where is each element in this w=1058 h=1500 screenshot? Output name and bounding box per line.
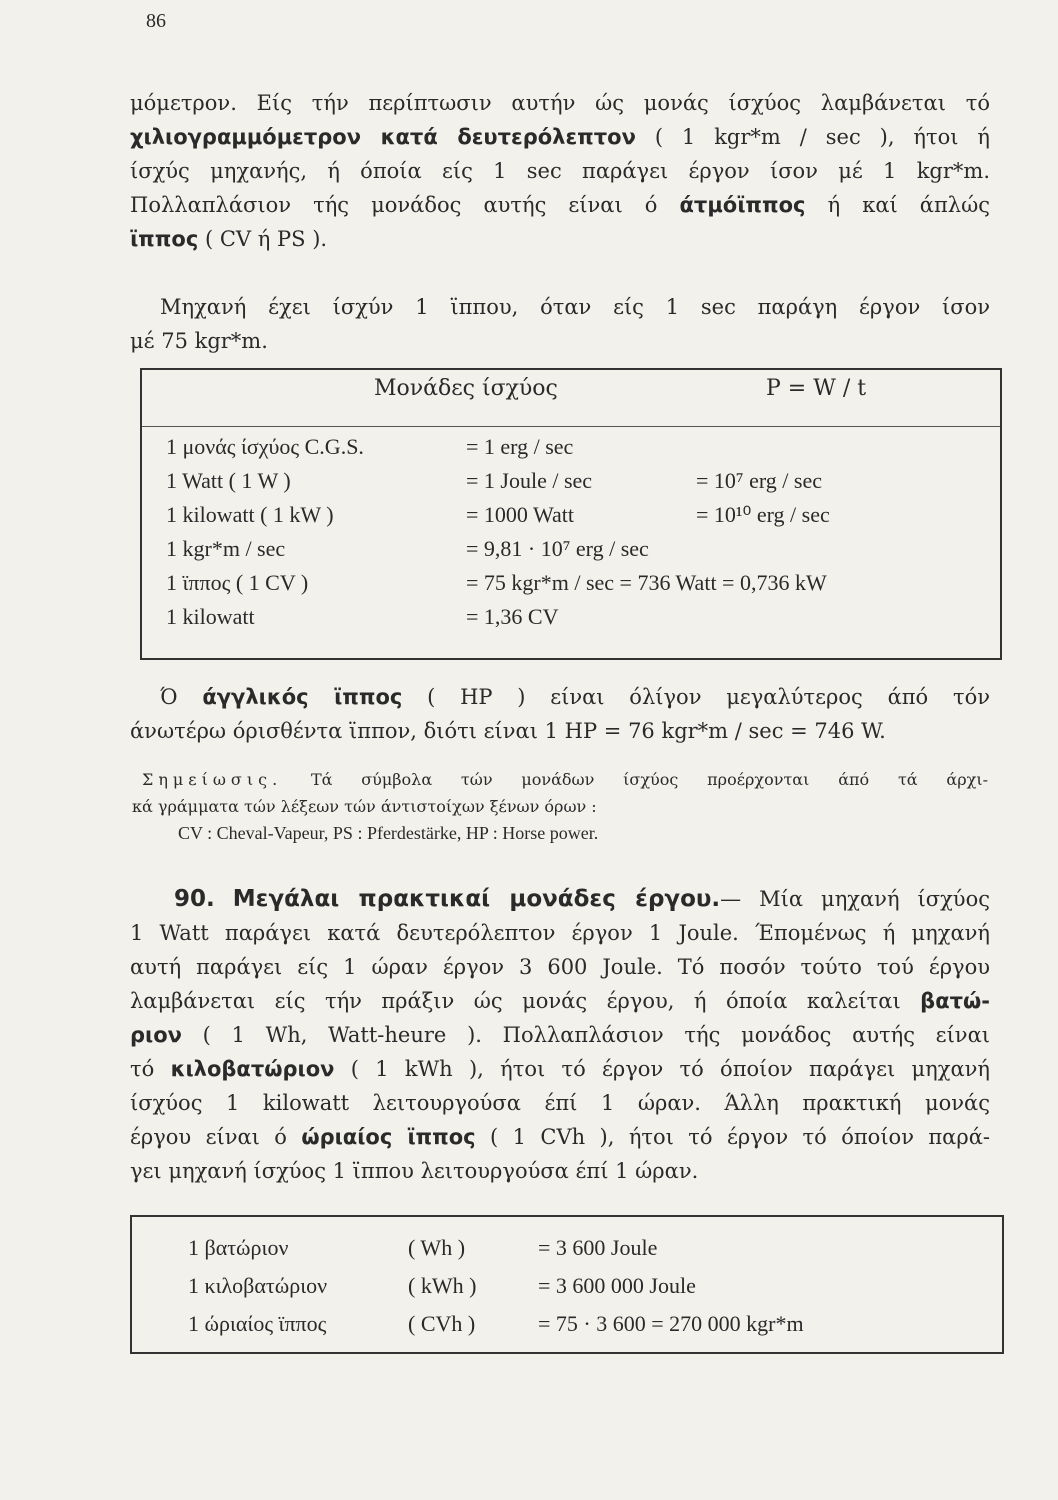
text-line: μέ 75 kgr*m. (130, 329, 268, 353)
text-line: ίσχύς μηχανής, ή όποία είς 1 sec παράγει έργον ίσον μέ 1 kgr*m. (130, 159, 990, 183)
table-title: Μονάδες ίσχύος (374, 376, 558, 401)
section-number: 90. (174, 886, 215, 912)
text-line (130, 188, 990, 222)
text-line: CV : Cheval-Vapeur, PS : Pferdestärke, HP : Horse power. (178, 823, 599, 843)
text-line (130, 1052, 990, 1086)
text-line: ίσχύος 1 kilowatt λειτουργούσα έπί 1 ώραν. Άλλη πρακτική μονάς (130, 1091, 990, 1115)
text-span: λαμβάνεται είς τήν πράξιν ώς μονάς έργου, ή όποία καλείται (130, 989, 901, 1013)
text-span: ( 1 kWh ), ήτοι τό έργον τό όποίον παράγει μηχανή (350, 1057, 990, 1081)
cell-value: = 75 · 3 600 = 270 000 kgr*m (538, 1311, 804, 1336)
text-line: 1 Watt παράγει κατά δευτερόλεπτον έργον 1 Joule. Έπομένως ή μηχανή (130, 921, 990, 945)
text-span: ( HP ) είναι όλίγον μεγαλύτερος άπό τόν (427, 685, 990, 709)
text-line: αυτή παράγει είς 1 ώραν έργον 3 600 Joule. Τό ποσόν τούτο τού έργου (130, 955, 990, 979)
text-span: ( 1 Wh, Watt-heure ). Πολλαπλάσιον τής μονάδος αυτής είναι (202, 1023, 990, 1047)
cell-unit: 1 kgr*m / sec (166, 536, 286, 561)
note-block (132, 766, 988, 847)
cell-symbol: ( Wh ) (408, 1235, 466, 1260)
text-line: κά γράμματα τών λέξεων τών άντιστοίχων ξένων όρων : (132, 797, 597, 816)
work-units-table-box (130, 1215, 1004, 1354)
text-line (132, 766, 988, 793)
bold-term: ϊππος (130, 227, 199, 251)
cell-equiv (696, 430, 830, 464)
cell-symbol: ( CVh ) (408, 1311, 476, 1336)
cell-unit: 1 μονάς ίσχύος C.G.S. (166, 434, 364, 459)
table-row (166, 430, 830, 464)
cell-unit: 1 βατώριον (188, 1235, 289, 1260)
work-units-table (188, 1229, 804, 1343)
bold-term: κιλοβατώριον (170, 1057, 335, 1081)
section-heading-line (130, 882, 990, 916)
cell-value: = 1 erg / sec (466, 434, 574, 459)
formula: P = W / t (766, 376, 867, 401)
cell-value: = 1 Joule / sec (466, 468, 593, 493)
text-line (130, 1120, 990, 1154)
text-span: έργου είναι ό (130, 1125, 287, 1149)
cell-value: = 75 kgr*m / sec = 736 Watt = 0,736 kW (466, 570, 827, 595)
text-span: Τά σύμβολα τών μονάδων ίσχύος προέρχονται άπό τά άρχι- (310, 770, 988, 789)
text-span: Πολλαπλάσιον τής μονάδος αυτής είναι ό (130, 193, 658, 217)
paragraph-power-unit (130, 86, 990, 256)
text-line (130, 1018, 990, 1052)
text-span: — Μία μηχανή ίσχύος (720, 887, 990, 911)
paragraph-english-horse (130, 680, 990, 748)
cell-value: = 3 600 000 Joule (538, 1273, 696, 1298)
cell-unit: 1 Watt ( 1 W ) (166, 468, 291, 493)
paragraph-horsepower (130, 290, 990, 358)
text-line (130, 222, 990, 256)
cell-unit: 1 κιλοβατώριον (188, 1273, 328, 1298)
table-header (142, 376, 1000, 410)
text-span: ( 1 CVh ), ήτοι τό έργον τό όποίον παρά- (490, 1125, 990, 1149)
bold-term: ώριαίος ϊππος (301, 1125, 476, 1149)
page-number: 86 (146, 10, 166, 32)
cell-unit: 1 kilowatt (166, 604, 255, 629)
text-line: μόμετρον. Είς τήν περίπτωσιν αυτήν ώς μονάς ίσχύος λαμβάνεται τό (130, 91, 990, 115)
table-row (188, 1267, 804, 1305)
text-line: γει μηχανή ίσχύος 1 ϊππου λειτουργούσα έπί 1 ώραν. (130, 1159, 699, 1183)
text-line (130, 120, 990, 154)
text-span: ( 1 kgr*m / sec ), ήτοι ή (654, 125, 990, 149)
bold-term: βατώ- (920, 989, 990, 1013)
bold-term: άτμόϊππος (679, 193, 806, 217)
bold-term: άγγλικός ϊππος (202, 685, 403, 709)
power-units-table (166, 430, 830, 634)
cell-value: = 1000 Watt (466, 502, 575, 527)
table-row (166, 464, 830, 498)
cell-value: = 1,36 CV (466, 604, 559, 629)
power-units-table-box (140, 368, 1002, 660)
table-row (188, 1305, 804, 1343)
bold-term: ριον (130, 1023, 182, 1047)
cell-equiv: = 10⁷ erg / sec (696, 468, 822, 493)
note-label: Σημείωσις. (142, 770, 283, 789)
text-line (130, 680, 990, 714)
cell-unit: 1 ώριαίος ϊππος (188, 1311, 327, 1336)
text-span: τό (130, 1057, 155, 1081)
cell-value: = 3 600 Joule (538, 1235, 658, 1260)
header-rule (142, 426, 1000, 427)
cell-equiv: = 10¹⁰ erg / sec (696, 502, 830, 527)
cell-value: = 9,81 · 10⁷ erg / sec (466, 536, 649, 561)
text-line (130, 984, 990, 1018)
section-90 (130, 882, 990, 1188)
bold-term: χιλιογραμμόμετρον κατά δευτερόλεπτον (130, 125, 636, 149)
table-row (166, 600, 830, 634)
text-span: Ό (160, 685, 178, 709)
table-row (166, 532, 830, 566)
table-row (166, 566, 830, 600)
text-span: ή καί άπλώς (827, 193, 990, 217)
text-line: άνωτέρω όρισθέντα ϊππον, διότι είναι 1 HP = 76 kgr*m / sec = 746 W. (130, 719, 886, 743)
section-title: Μεγάλαι πρακτικαί μονάδες έργου. (232, 886, 721, 912)
cell-unit: 1 kilowatt ( 1 kW ) (166, 502, 334, 527)
text-span: ( CV ή PS ). (204, 227, 328, 251)
table-row (166, 498, 830, 532)
text-line: Μηχανή έχει ίσχύν 1 ϊππου, όταν είς 1 sec παράγη έργον ίσον (160, 295, 990, 319)
cell-symbol: ( kWh ) (408, 1273, 477, 1298)
table-row (188, 1229, 804, 1267)
cell-unit: 1 ϊππος ( 1 CV ) (166, 570, 309, 595)
